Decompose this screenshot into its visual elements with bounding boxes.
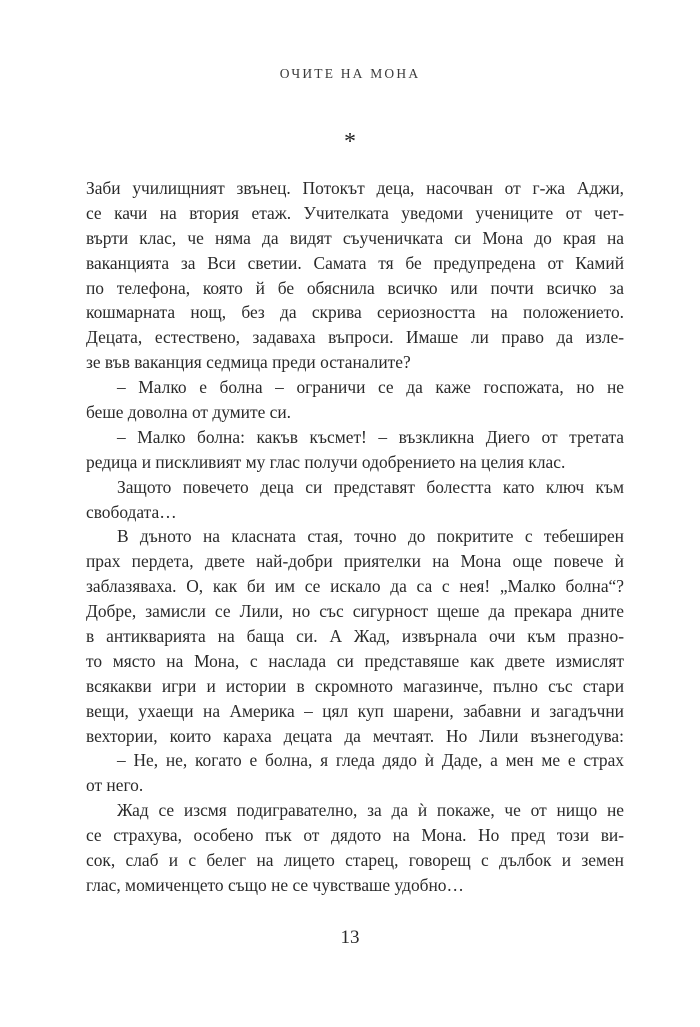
text-line: от него. (86, 775, 144, 796)
page-number: 13 (340, 927, 360, 948)
text-line: глас, момиченцето също не се чувстваше удобно… (86, 874, 464, 895)
section-separator: * (344, 129, 356, 155)
text-line: Защото повечето деца си представят болестта като ключ към (117, 476, 624, 497)
running-header: ОЧИТЕ НА МОНА (279, 66, 421, 81)
text-line: то място на Мона, с наслада си представяше как двете измислят (86, 650, 624, 671)
text-line: – Малко болна: какъв късмет! – възкликна Диего от третата (117, 426, 624, 447)
text-line: се страхува, особено пък от дядото на Мона. Но пред този ви- (86, 825, 624, 846)
text-line: сок, слаб и с белег на лицето старец, говорещ с дълбок и земен (86, 850, 624, 871)
text-line: ваканцията за Вси светии. Самата тя бе предупредена от Камий (86, 252, 624, 273)
body-text (86, 176, 624, 898)
text-line: зе във ваканция седмица преди останалите? (86, 352, 411, 373)
text-line: В дъното на класната стая, точно до покритите с тебеширен (117, 526, 624, 547)
text-line: в антикварията на баща си. А Жад, извърнала очи към празно- (86, 626, 624, 647)
text-line: свободата… (86, 501, 177, 522)
text-line: кошмарната нощ, без да скрива сериозността на положението. (86, 302, 624, 323)
text-line: се качи на втория етаж. Учителката уведоми учениците от чет- (86, 202, 624, 223)
text-line: редица и пискливият му глас получи одобрението на целия клас. (86, 451, 566, 472)
text-line: беше доволна от думите си. (86, 402, 292, 423)
text-line: върти клас, че няма да видят съученичката си Мона до края на (86, 227, 624, 248)
text-line: – Малко е болна – ограничи се да каже госпожата, но не (117, 377, 624, 398)
text-line: по телефона, която й бе обяснила всичко или почти всичко за (86, 277, 624, 298)
text-line: Добре, замисли се Лили, но със сигурност щеше да прекара дните (86, 601, 624, 622)
text-line: вехтории, които караха децата да мечтаят. Но Лили възнегодува: (86, 725, 624, 746)
text-line: Заби училищният звънец. Потокът деца, насочван от г-жа Аджи, (86, 178, 624, 198)
text-line: Жад се изсмя подигравателно, за да ѝ покаже, че от нищо не (117, 800, 624, 821)
text-line: прах пердета, двете най-добри приятелки на Мона още повече ѝ (86, 551, 624, 572)
text-line: всякакви игри и истории в скромното магазинче, пълно със стари (86, 675, 624, 696)
text-line: вещи, ухаещи на Америка – цял куп шарени, забавни и загадъчни (86, 700, 624, 721)
text-line: заблазяваха. О, как би им се искало да са с нея! „Малко болна“? (86, 576, 624, 597)
text-line: Децата, естествено, задаваха въпроси. Имаше ли право да изле- (86, 327, 624, 348)
text-line: – Не, не, когато е болна, я гледа дядо ѝ Даде, а мен ме е страх (117, 750, 624, 771)
